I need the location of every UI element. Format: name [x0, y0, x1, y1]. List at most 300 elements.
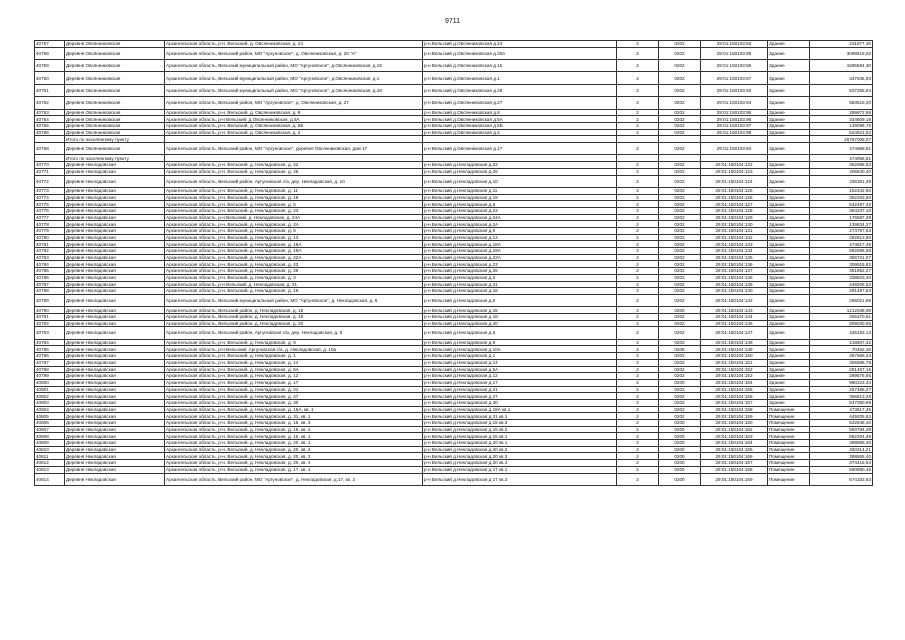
short-address [423, 155, 617, 162]
settlement-name: Деревня Некладовская [65, 294, 165, 306]
table-row [35, 466, 873, 473]
object-type: Здание [768, 399, 810, 406]
object-type: Помещение [768, 433, 810, 440]
type-code: 0202 [659, 214, 701, 221]
address: Архангельская область, р-н. Вельский, д. Некладовская, д. 5 [165, 201, 423, 208]
address: Архангельская область, р-н. Вельский, д. Некладовская, д. 27 [165, 393, 423, 400]
short-address: р-н Вельский д.Некладовская д.14 [423, 359, 617, 366]
settlement-name: Деревня Некладовская [65, 201, 165, 208]
object-type: Здание [768, 274, 810, 281]
row-number: 40774 [35, 194, 65, 201]
table-row [35, 426, 873, 433]
address: Архангельская область, р-н. Вельский, д. Некладовская, д. 26 [165, 168, 423, 175]
cadastral-value: 291487,53 [810, 288, 873, 295]
address: Архангельская область, р-н. Вельский, д. Овсянниковская, д. 5Б [165, 123, 423, 130]
type-code: 0202 [659, 97, 701, 109]
address: Архангельская область, р-н. Вельский, д. Некладовская, д. 23 [165, 261, 423, 268]
address: Архангельская область, Вельский район, Аргуновская с/а, дер. Некладовская, д. 5 [165, 327, 423, 339]
table-row [35, 162, 873, 169]
table-row [35, 433, 873, 440]
table-row [35, 327, 873, 339]
type-code: 0202 [659, 84, 701, 96]
object-type: Помещение [768, 460, 810, 467]
type-code: 0200 [659, 420, 701, 427]
cadastral-value: 337635,93 [810, 72, 873, 84]
quantity: 2 [617, 168, 659, 175]
type-code: 0200 [659, 379, 701, 386]
table-row [35, 268, 873, 275]
cadastral-number: 29:01:150104:163 [701, 433, 768, 440]
quantity: 2 [617, 214, 659, 221]
object-type: Здание [768, 47, 810, 59]
cadastral-value: 593784,39 [810, 426, 873, 433]
table-row [35, 41, 873, 48]
object-type: Здание [768, 97, 810, 109]
cadastral-number: 29:01:150104:155 [701, 386, 768, 393]
cadastral-number: 29:01:150104:129 [701, 214, 768, 221]
quantity: 2 [617, 254, 659, 261]
type-code: 0202 [659, 228, 701, 235]
row-number: 40810 [35, 446, 65, 453]
quantity: 2 [617, 466, 659, 473]
object-type: Здание [768, 346, 810, 353]
object-type: Здание [768, 129, 810, 136]
table-row [35, 473, 873, 485]
cadastral-number: 29:01:150104:139 [701, 281, 768, 288]
cadastral-number: 29:01:150103:97 [701, 123, 768, 130]
settlement-name: Деревня Овсянниковская [65, 60, 165, 72]
cadastral-number: 29:01:150104:133 [701, 241, 768, 248]
quantity: 2 [617, 399, 659, 406]
settlement-name: Деревня Овсянниковская [65, 72, 165, 84]
type-code: 0202 [659, 261, 701, 268]
cadastral-value: 449205,52 [810, 281, 873, 288]
address: Архангельская область, р-н. Вельский, д. Некладовская, д. 1 [165, 353, 423, 360]
quantity: 2 [617, 109, 659, 116]
table-row [35, 406, 873, 413]
cadastral-number: 29:01:150103:83 [701, 41, 768, 48]
table-row [35, 201, 873, 208]
cadastral-number: 29:01:150104:137 [701, 268, 768, 275]
short-address: р-н Вельский д.Некладовская д.1 [423, 353, 617, 360]
table-row [35, 320, 873, 327]
cadastral-value: 583519,20 [810, 97, 873, 109]
object-type: Здание [768, 268, 810, 275]
cadastral-number: 29:01:150104:147 [701, 327, 768, 339]
short-address: р-н Вельский д.Овсянниковская д.1 [423, 72, 617, 84]
row-number: 40789 [35, 294, 65, 306]
table-row [35, 346, 873, 353]
object-type: Здание [768, 281, 810, 288]
type-code: 0202 [659, 175, 701, 187]
table-row [35, 420, 873, 427]
table-row [35, 339, 873, 346]
cadastral-value: 364237,10 [810, 207, 873, 214]
short-address: р-н Вельский д.Овсянниковская д.20А [423, 47, 617, 59]
object-type: Здание [768, 379, 810, 386]
type-code: 0202 [659, 41, 701, 48]
settlement-name: Деревня Некладовская [65, 346, 165, 353]
cadastral-number: 29:01:150104:132 [701, 234, 768, 241]
address: Архангельская область, р-н. Вельский, д. Некладовская, д. 19 [165, 194, 423, 201]
table-row [35, 129, 873, 136]
cadastral-value: 449205,52 [810, 413, 873, 420]
quantity: 2 [617, 320, 659, 327]
cadastral-number: 29:01:150103:95 [701, 109, 768, 116]
cadastral-number: 29:01:150104:159 [701, 413, 768, 420]
settlement-name: Деревня Некладовская [65, 379, 165, 386]
type-code: 0206 [659, 346, 701, 353]
quantity: 2 [617, 379, 659, 386]
address: Архангельская область, Вельский район, д. Некладовская, д. 20 [165, 320, 423, 327]
settlement-name: Деревня Некладовская [65, 234, 165, 241]
quantity: 2 [617, 60, 659, 72]
cadastral-value: 692696,56 [810, 248, 873, 255]
cadastral-number: 29:01:150104:142 [701, 294, 768, 306]
short-address: р-н Вельский д.Овсянниковская д.27 [423, 97, 617, 109]
type-code: 0202 [659, 413, 701, 420]
quantity: 2 [617, 162, 659, 169]
short-address: р-н Вельский д.Некладовская д.6 [423, 294, 617, 306]
quantity: 2 [617, 207, 659, 214]
type-code: 0200 [659, 460, 701, 467]
address: Архангельская область, р-н. Вельский, д. Некладовская, д. 6 [165, 228, 423, 235]
cadastral-number: 29:01:150104:152 [701, 366, 768, 373]
short-address: р-н Вельский д.Некладовская д.31 [423, 281, 617, 288]
address: Архангельская область, Вельский муниципальный район, МО "Аргуновское", д.Овсянниковская, д.1 [165, 72, 423, 84]
table-row [35, 241, 873, 248]
cadastral-value: 425183,13 [810, 327, 873, 339]
cadastral-value: 450314,21 [810, 446, 873, 453]
settlement-name: Деревня Некладовская [65, 339, 165, 346]
type-code: 0202 [659, 116, 701, 123]
row-number: 40805 [35, 413, 65, 420]
short-address: р-н Вельский д.Некладовская д.21 [423, 386, 617, 393]
cadastral-value: 281457,15 [810, 366, 873, 373]
table-row [35, 274, 873, 281]
short-address: р-н Вельский д.Некладовская д.20 кв.4 [423, 460, 617, 467]
object-type [768, 136, 810, 143]
table-row [35, 453, 873, 460]
object-type: Здание [768, 221, 810, 228]
address: Архангельская область, Вельский район, д. Некладовская, д. 15 [165, 307, 423, 314]
short-address: р-н Вельский д.Некладовская д.19А [423, 248, 617, 255]
type-code: 0200 [659, 426, 701, 433]
address: Архангельская область, Вельский район, МО "Аргуновское", д. Некладовская, д.17, кв. 2 [165, 473, 423, 485]
row-number: 40779 [35, 228, 65, 235]
row-number: 40806 [35, 420, 65, 427]
row-number: 40792 [35, 320, 65, 327]
object-type: Здание [768, 116, 810, 123]
address: Архангельская область, Вельский район, Аргуновская с/а, дер. Некладовская, д. 10 [165, 175, 423, 187]
object-type: Здание [768, 168, 810, 175]
cadastral-number: 29:01:150104:124 [701, 175, 768, 187]
row-number: 40757 [35, 41, 65, 48]
row-number: 40758 [35, 47, 65, 59]
row-number: 40798 [35, 366, 65, 373]
row-number: 40813 [35, 466, 65, 473]
type-code: 0202 [659, 314, 701, 321]
cadastral-number: 29:01:150104:130 [701, 221, 768, 228]
quantity: 2 [617, 446, 659, 453]
settlement-name: Деревня Овсянниковская [65, 109, 165, 116]
settlement-name: Деревня Некладовская [65, 359, 165, 366]
settlement-name: Деревня Некладовская [65, 433, 165, 440]
type-code: 0202 [659, 201, 701, 208]
cadastral-value: 266021,96 [810, 294, 873, 306]
address: Архангельская область, Вельский район, МО "Аргуновское", деревня Овсянниковская, дом 17 [165, 143, 423, 155]
type-code: 0202 [659, 268, 701, 275]
quantity: 2 [617, 281, 659, 288]
table-row [35, 294, 873, 306]
row-number: 40799 [35, 373, 65, 380]
address: Архангельская область, р-н. Вельский, д. Некладовская, д. 9 [165, 339, 423, 346]
cadastral-number: 29:01:150104:160 [701, 420, 768, 427]
row-number: 40783 [35, 254, 65, 261]
address: Архангельская область, р-н. Вельский, д. Некладовская, д. 22А [165, 254, 423, 261]
type-code: 0200 [659, 453, 701, 460]
cadastral-value: 1212038,08 [810, 307, 873, 314]
object-type: Здание [768, 353, 810, 360]
cadastral-number: 29:01:150104:122 [701, 162, 768, 169]
short-address: р-н Вельский д.Некладовская д.3 [423, 274, 617, 281]
row-number: 40763 [35, 109, 65, 116]
table-row [35, 393, 873, 400]
table-row [35, 399, 873, 406]
object-type: Здание [768, 162, 810, 169]
table-row [35, 248, 873, 255]
settlement-name: Деревня Овсянниковская [65, 41, 165, 48]
quantity: 2 [617, 221, 659, 228]
cadastral-number: 29:01:150104:164 [701, 440, 768, 447]
cadastral-value: 352688,53 [810, 162, 873, 169]
short-address: р-н Вельский д.Овсянниковская д.24 [423, 41, 617, 48]
table-row [35, 254, 873, 261]
cadastral-value: 542497,42 [810, 201, 873, 208]
table-row [35, 187, 873, 194]
row-number: 40797 [35, 359, 65, 366]
object-type: Помещение [768, 406, 810, 413]
total-row [35, 136, 873, 143]
quantity: 2 [617, 201, 659, 208]
settlement-name: Деревня Некладовская [65, 446, 165, 453]
quantity: 2 [617, 72, 659, 84]
settlement-name: Деревня Некладовская [65, 466, 165, 473]
short-address: р-н Вельский д.Некладовская д.15 кв.3 [423, 420, 617, 427]
table-row [35, 379, 873, 386]
settlement-name: Деревня Некладовская [65, 261, 165, 268]
cadastral-number: 29:01:150103:84 [701, 143, 768, 155]
row-number: 40764 [35, 116, 65, 123]
cadastral-number: 29:01:150104:126 [701, 194, 768, 201]
quantity: 2 [617, 346, 659, 353]
type-code: 0202 [659, 320, 701, 327]
cadastral-number: 29:01:150104:165 [701, 446, 768, 453]
short-address: р-н Вельский д.Некладовская д.20 кв.1 [423, 440, 617, 447]
object-type [768, 155, 810, 162]
cadastral-value: 306585,78 [810, 359, 873, 366]
settlement-name: Деревня Овсянниковская [65, 129, 165, 136]
table-row [35, 314, 873, 321]
quantity: 2 [617, 288, 659, 295]
address: Архангельская область, р-н. Вельский, д. Некладовская, д. 18А [165, 241, 423, 248]
cadastral-number: 29:01:150104:150 [701, 353, 768, 360]
cadastral-value: 609030,56 [810, 320, 873, 327]
short-address: р-н Вельский д.Некладовская д.24А [423, 214, 617, 221]
cadastral-number [701, 136, 768, 143]
cadastral-number: 29:01:150104:149 [701, 346, 768, 353]
settlement-name: Деревня Некладовская [65, 168, 165, 175]
cadastral-value: 537255,84 [810, 84, 873, 96]
address: Архангельская область, р-н. Вельский, д. Некладовская, д. 31, кв. 1 [165, 413, 423, 420]
table-row [35, 194, 873, 201]
short-address: р-н Вельский д.Овсянниковская д.5Б [423, 123, 617, 130]
type-code: 0202 [659, 254, 701, 261]
type-code: 0202 [659, 221, 701, 228]
settlement-name: Деревня Некладовская [65, 440, 165, 447]
cadastral-number: 29:01:150104:166 [701, 453, 768, 460]
cadastral-value: 282813,80 [810, 234, 873, 241]
short-address: р-н Вельский д.Некладовская д.5 [423, 201, 617, 208]
settlement-name: Деревня Некладовская [65, 399, 165, 406]
address: Архангельская область, Вельский район, д. Некладовская, д. 18 [165, 314, 423, 321]
address: Архангельская область, р-н. Вельский, д. Некладовская, д. 11 [165, 187, 423, 194]
short-address: р-н Вельский д.Некладовская д.9 [423, 339, 617, 346]
cadastral-value: 356721,07 [810, 254, 873, 261]
type-code: 0202 [659, 327, 701, 339]
cadastral-value: 474958,81 [810, 143, 873, 155]
short-address: р-н Вельский д.Некладовская д.26 [423, 168, 617, 175]
cadastral-value: 352263,50 [810, 194, 873, 201]
cadastral-number: 29:01:150104:169 [701, 473, 768, 485]
address: Архангельская область, р-н. Вельский, д. Некладовская, д. 30 [165, 399, 423, 406]
object-type: Помещение [768, 466, 810, 473]
table-row [35, 446, 873, 453]
settlement-name: Деревня Некладовская [65, 453, 165, 460]
settlement-name: Деревня Некладовская [65, 327, 165, 339]
cadastral-value: 351852,27 [810, 268, 873, 275]
object-type: Здание [768, 72, 810, 84]
type-code: 0200 [659, 307, 701, 314]
cadastral-value: 623621,52 [810, 129, 873, 136]
short-address: р-н Вельский д.Овсянниковская д.17 [423, 143, 617, 155]
settlement-name: Деревня Некладовская [65, 241, 165, 248]
type-code: 0202 [659, 281, 701, 288]
cadastral-value: 26787008,07 [810, 136, 873, 143]
short-address: р-н Вельский д.Некладовская д.15 кв.1 [423, 433, 617, 440]
cadastral-value: 309915,82 [810, 261, 873, 268]
cadastral-value: 176587,38 [810, 214, 873, 221]
short-address: р-н Вельский д.Некладовская д.31 кв.1 [423, 413, 617, 420]
quantity: 2 [617, 327, 659, 339]
type-code: 0202 [659, 72, 701, 84]
row-number: 40787 [35, 281, 65, 288]
object-type: Здание [768, 234, 810, 241]
settlement-name: Деревня Некладовская [65, 460, 165, 467]
page-number: 9711 [444, 18, 461, 25]
quantity: 2 [617, 373, 659, 380]
row-number: 40796 [35, 353, 65, 360]
table-row [35, 307, 873, 314]
short-address: р-н Вельский д.Некладовская д.30 [423, 399, 617, 406]
total-row [35, 155, 873, 162]
table-row [35, 373, 873, 380]
settlement-name: Деревня Некладовская [65, 393, 165, 400]
table-row [35, 47, 873, 59]
short-address: р-н Вельский д.Некладовская д.13 [423, 234, 617, 241]
table-row [35, 143, 873, 155]
row-number: 40772 [35, 175, 65, 187]
cadastral-value: 374415,54 [810, 460, 873, 467]
row-number: 40809 [35, 440, 65, 447]
cadastral-number: 29:01:150104:157 [701, 399, 768, 406]
cadastral-value: 547080,99 [810, 399, 873, 406]
address: Архангельская область, р-н. Вельский, д. Некладовская, д. 3 [165, 274, 423, 281]
row-number: 40791 [35, 314, 65, 321]
settlement-name: Деревня Овсянниковская [65, 84, 165, 96]
cadastral-value: 231877,30 [810, 41, 873, 48]
table-row [35, 109, 873, 116]
cadastral-number: 29:01:150104:154 [701, 379, 768, 386]
short-address: р-н Вельский д.Некладовская д.15 [423, 307, 617, 314]
quantity: 2 [617, 366, 659, 373]
address: Архангельская область, Вельский муниципальный район, МО "Аргуновское", д.Овсянниковская, д.15 [165, 60, 423, 72]
quantity: 2 [617, 393, 659, 400]
short-address: р-н Вельский д.Некладовская д.27 [423, 393, 617, 400]
table-row [35, 353, 873, 360]
row-number: 40776 [35, 207, 65, 214]
type-code: 0202 [659, 207, 701, 214]
table-row [35, 168, 873, 175]
quantity: 2 [617, 241, 659, 248]
object-type: Помещение [768, 446, 810, 453]
cadastral-value: 139834,27 [810, 221, 873, 228]
settlement-name: Деревня Некладовская [65, 413, 165, 420]
short-address: р-н Вельский д.Некладовская д.5 [423, 327, 617, 339]
row-number: 40795 [35, 346, 65, 353]
short-address: р-н Вельский д.Некладовская д.5А [423, 366, 617, 373]
cadastral-number: 29:01:150103:96 [701, 116, 768, 123]
cadastral-value: 473817,45 [810, 406, 873, 413]
cadastral-value: 289678,86 [810, 373, 873, 380]
cadastral-value: 398865,40 [810, 453, 873, 460]
quantity: 2 [617, 194, 659, 201]
object-type: Помещение [768, 426, 810, 433]
quantity: 2 [617, 268, 659, 275]
cadastral-number: 29:01:150103:94 [701, 97, 768, 109]
quantity: 2 [617, 187, 659, 194]
table-row [35, 207, 873, 214]
quantity: 2 [617, 359, 659, 366]
quantity: 2 [617, 294, 659, 306]
object-type: Здание [768, 84, 810, 96]
address: Архангельская область, р-н. Вельский, д. Овсянниковская, д. 2 [165, 129, 423, 136]
settlement-name: Деревня Некладовская [65, 288, 165, 295]
object-type: Здание [768, 359, 810, 366]
address: Архангельская область, р-н Вельский, д.Овсянниковская, д.5А [165, 116, 423, 123]
object-type: Здание [768, 386, 810, 393]
type-code: 0200 [659, 466, 701, 473]
type-code: 0202 [659, 399, 701, 406]
table-row [35, 234, 873, 241]
type-code: 0202 [659, 123, 701, 130]
quantity: 2 [617, 116, 659, 123]
settlement-name: Деревня Некладовская [65, 274, 165, 281]
settlement-name: Деревня Овсянниковская [65, 47, 165, 59]
object-type: Здание [768, 288, 810, 295]
cadastral-number: 29:01:150103:93 [701, 84, 768, 96]
quantity: 2 [617, 453, 659, 460]
